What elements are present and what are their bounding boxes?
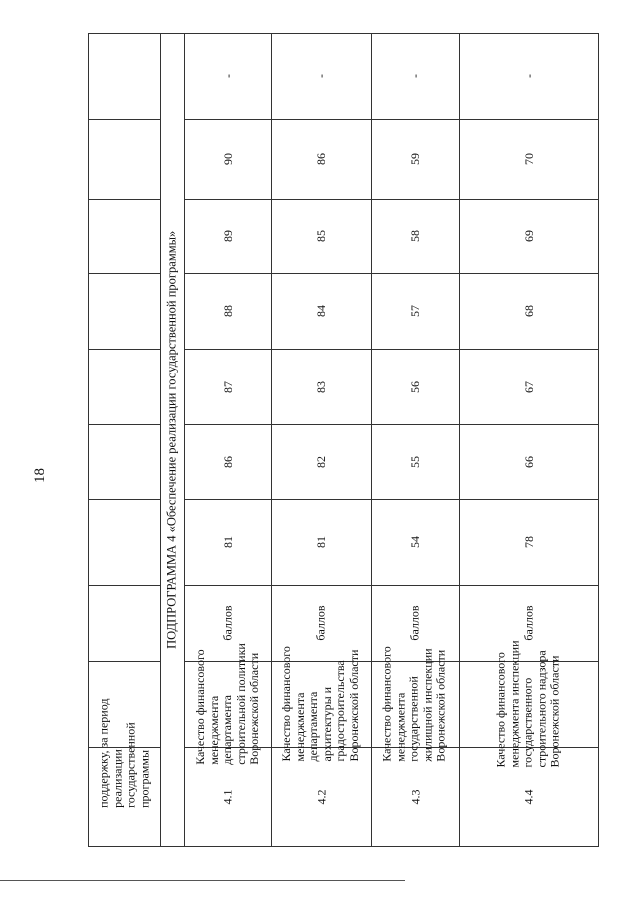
value-cell-text: 81 — [220, 536, 235, 548]
table-rule — [88, 273, 161, 274]
value-cell — [271, 119, 371, 199]
indicator-name-line: Качество финансового — [279, 646, 294, 762]
table-rule — [88, 424, 161, 425]
row-number-4-1-text: 4.1 — [220, 789, 235, 804]
indicator-name-line: градостроительства — [333, 660, 348, 762]
value-cell — [459, 499, 598, 585]
value-cell — [184, 273, 271, 349]
indicator-name-line: Качество финансового — [380, 646, 395, 762]
value-cell-text: 70 — [521, 153, 536, 165]
value-cell — [271, 349, 371, 424]
table-rule — [88, 33, 161, 34]
value-cell — [184, 424, 271, 499]
value-cell — [371, 199, 459, 273]
page-number: 18 — [31, 467, 48, 483]
indicator-name — [371, 646, 459, 762]
header-text-line: государственной — [124, 722, 139, 809]
header-text-line: реализации — [110, 749, 125, 809]
value-cell-text: 86 — [220, 455, 235, 468]
row-number-4-2-text: 4.2 — [314, 789, 328, 804]
unit-cell — [271, 585, 371, 661]
value-cell — [371, 424, 459, 499]
value-cell — [371, 273, 459, 349]
indicator-name-line: Качество финансового — [493, 652, 508, 768]
table-rule — [88, 33, 89, 847]
value-cell-text: 55 — [408, 455, 422, 468]
indicator-name-text — [381, 646, 449, 761]
value-cell-text: 66 — [521, 455, 536, 468]
note-cell-text: - — [408, 74, 422, 78]
row-number-4-4-text: 4.4 — [521, 789, 536, 804]
subprogram-title-cell — [160, 33, 184, 846]
value-cell-text: 59 — [408, 153, 422, 165]
indicator-name-line: Воронежской области — [547, 655, 562, 768]
value-cell — [271, 199, 371, 273]
value-cell-text: 86 — [314, 153, 328, 165]
value-cell — [184, 119, 271, 199]
header-continuation-cell-text — [98, 699, 152, 808]
scan-edge-line — [0, 880, 405, 881]
note-cell-text: - — [220, 74, 235, 78]
value-cell-text: 85 — [314, 230, 328, 242]
unit-cell-text: баллов — [220, 605, 235, 641]
indicator-name-line: менеджмента — [206, 695, 221, 765]
unit-cell-text: баллов — [314, 605, 328, 641]
value-cell-text: 54 — [408, 536, 422, 548]
value-cell-text: 83 — [314, 380, 328, 393]
value-cell-text: 81 — [314, 536, 328, 548]
indicator-name-line: строительного надзора — [534, 650, 549, 768]
table-rule — [88, 199, 161, 200]
indicator-name-line: архитектуры и — [320, 687, 334, 762]
row-number-4-3-text: 4.3 — [408, 789, 422, 804]
note-cell — [459, 33, 598, 119]
value-cell-text: 68 — [521, 305, 536, 317]
value-cell — [271, 499, 371, 585]
value-cell-text: 67 — [521, 380, 536, 393]
indicator-name-line: Воронежской области — [434, 649, 449, 762]
indicator-name-line: менеджмента — [292, 692, 307, 762]
unit-cell — [459, 585, 598, 661]
note-cell-text: - — [521, 74, 536, 78]
indicator-name-line: менеджмента инспекции — [507, 640, 522, 768]
table-rule — [598, 33, 599, 847]
unit-cell — [371, 585, 459, 661]
value-cell — [459, 273, 598, 349]
indicator-name-line: государственного — [520, 677, 535, 768]
value-cell-text: 88 — [220, 305, 235, 317]
value-cell — [271, 424, 371, 499]
value-cell — [459, 119, 598, 199]
indicator-name-line: менеджмента — [393, 692, 408, 762]
value-cell — [271, 273, 371, 349]
value-cell — [371, 499, 459, 585]
row-number-4-3 — [371, 747, 459, 846]
value-cell-text: 89 — [220, 230, 235, 242]
table-rule — [88, 499, 161, 500]
indicator-name-line: строительной политики — [233, 643, 248, 765]
unit-cell-text: баллов — [521, 605, 536, 641]
indicator-name — [459, 640, 598, 768]
value-cell — [184, 499, 271, 585]
value-cell-text: 90 — [220, 153, 235, 165]
value-cell — [459, 199, 598, 273]
value-cell-text: 69 — [521, 230, 536, 242]
unit-cell-text: баллов — [408, 605, 422, 641]
table-rule — [88, 846, 599, 847]
note-cell — [371, 33, 459, 119]
note-cell-text: - — [314, 74, 328, 78]
value-cell — [371, 349, 459, 424]
indicator-name-line: государственной — [407, 676, 422, 762]
table-rule — [88, 119, 161, 120]
indicator-name — [271, 646, 371, 762]
value-cell — [184, 349, 271, 424]
value-cell-text: 56 — [408, 380, 422, 393]
indicator-name-line: жилищной инспекции — [420, 648, 435, 762]
row-number-4-2 — [271, 747, 371, 846]
note-cell — [271, 33, 371, 119]
subprogram-title-cell-text: ПОДПРОГРАММА 4 «Обеспечение реализации государственной программы» — [164, 230, 179, 649]
table-rule — [88, 585, 161, 586]
value-cell — [459, 424, 598, 499]
value-cell-text: 82 — [314, 455, 328, 468]
indicator-name-line: Качество финансового — [192, 649, 207, 765]
value-cell-text: 57 — [408, 305, 422, 317]
unit-cell — [184, 585, 271, 661]
value-cell — [371, 119, 459, 199]
indicator-name-text — [194, 643, 262, 765]
header-text-line: поддержку, за период — [96, 698, 111, 809]
value-cell-text: 87 — [220, 380, 235, 393]
value-cell-text: 78 — [521, 536, 536, 548]
value-cell — [459, 349, 598, 424]
indicator-name-line: Воронежской области — [246, 652, 261, 765]
indicator-name-text — [280, 646, 362, 761]
table-rule — [88, 349, 161, 350]
value-cell-text: 84 — [314, 305, 328, 317]
header-continuation-cell — [90, 661, 160, 846]
note-cell — [184, 33, 271, 119]
value-cell-text: 58 — [408, 230, 422, 242]
indicator-name-line: департамента — [219, 695, 234, 765]
indicator-name-line: Воронежской области — [347, 649, 362, 762]
value-cell — [184, 199, 271, 273]
indicator-name-line: департамента — [306, 691, 321, 762]
indicator-name — [184, 643, 271, 765]
header-text-line: программы — [137, 750, 152, 809]
